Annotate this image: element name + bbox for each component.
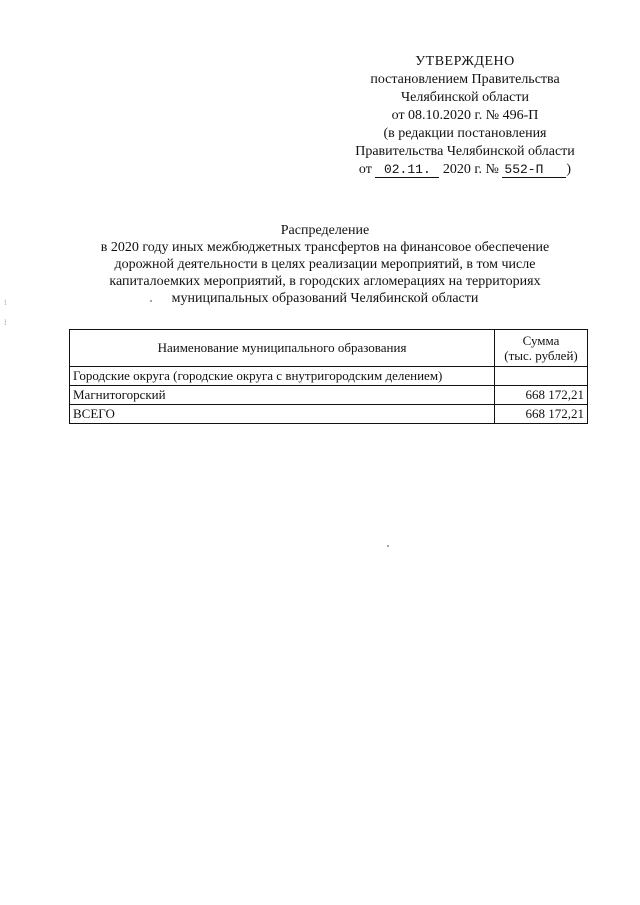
heading-line-4: капиталоемких мероприятий, в городских агломерациях на территориях [109,274,541,289]
approval-number-handwritten: 552-П [502,163,566,178]
header-sum-line-2: (тыс. рублей) [504,348,578,363]
scan-speck [387,545,389,547]
distribution-table [69,329,588,424]
group-sum-empty [495,367,588,386]
margin-speck: ⁞ [4,298,7,307]
header-name: Наименование муниципального образования [70,330,495,367]
approval-line-6 [330,161,600,179]
approval-line-2: Челябинской области [401,90,529,105]
approval-title: УТВЕРЖДЕНО [415,54,515,69]
header-sum [495,330,588,367]
table-row [70,386,588,405]
approval-close-paren: ) [566,162,572,177]
document-heading [60,222,590,307]
heading-line-2: в 2020 году иных межбюджетных трансфертов на финансовое обеспечение [100,240,550,255]
row-sum: 668 172,21 [495,386,588,405]
table-total-row [70,405,588,424]
approval-line-1: постановлением Правительства [370,72,560,87]
heading-line-5: муниципальных образований Челябинской области [171,291,479,306]
approval-block [330,53,600,179]
header-sum-line-1: Сумма [522,333,560,348]
approval-line-4: (в редакции постановления [383,126,547,141]
approval-year-text: 2020 г. № [442,162,499,177]
table-header-row [70,330,588,367]
approval-date-handwritten: 02.11. [375,163,439,178]
table-group-row [70,367,588,386]
row-name: Магнитогорский [70,386,495,405]
total-label: ВСЕГО [70,405,495,424]
approval-line-3: от 08.10.2020 г. № 496-П [391,108,539,123]
total-sum: 668 172,21 [495,405,588,424]
margin-speck: ⁞ [4,318,7,327]
scan-speck [150,300,152,302]
heading-line-1: Распределение [280,223,370,238]
approval-prefix-from: от [358,162,372,177]
approval-line-5: Правительства Челябинской области [355,144,575,159]
heading-line-3: дорожной деятельности в целях реализации мероприятий, в том числе [114,257,536,272]
group-label: Городские округа (городские округа с внутригородским делением) [70,367,495,386]
